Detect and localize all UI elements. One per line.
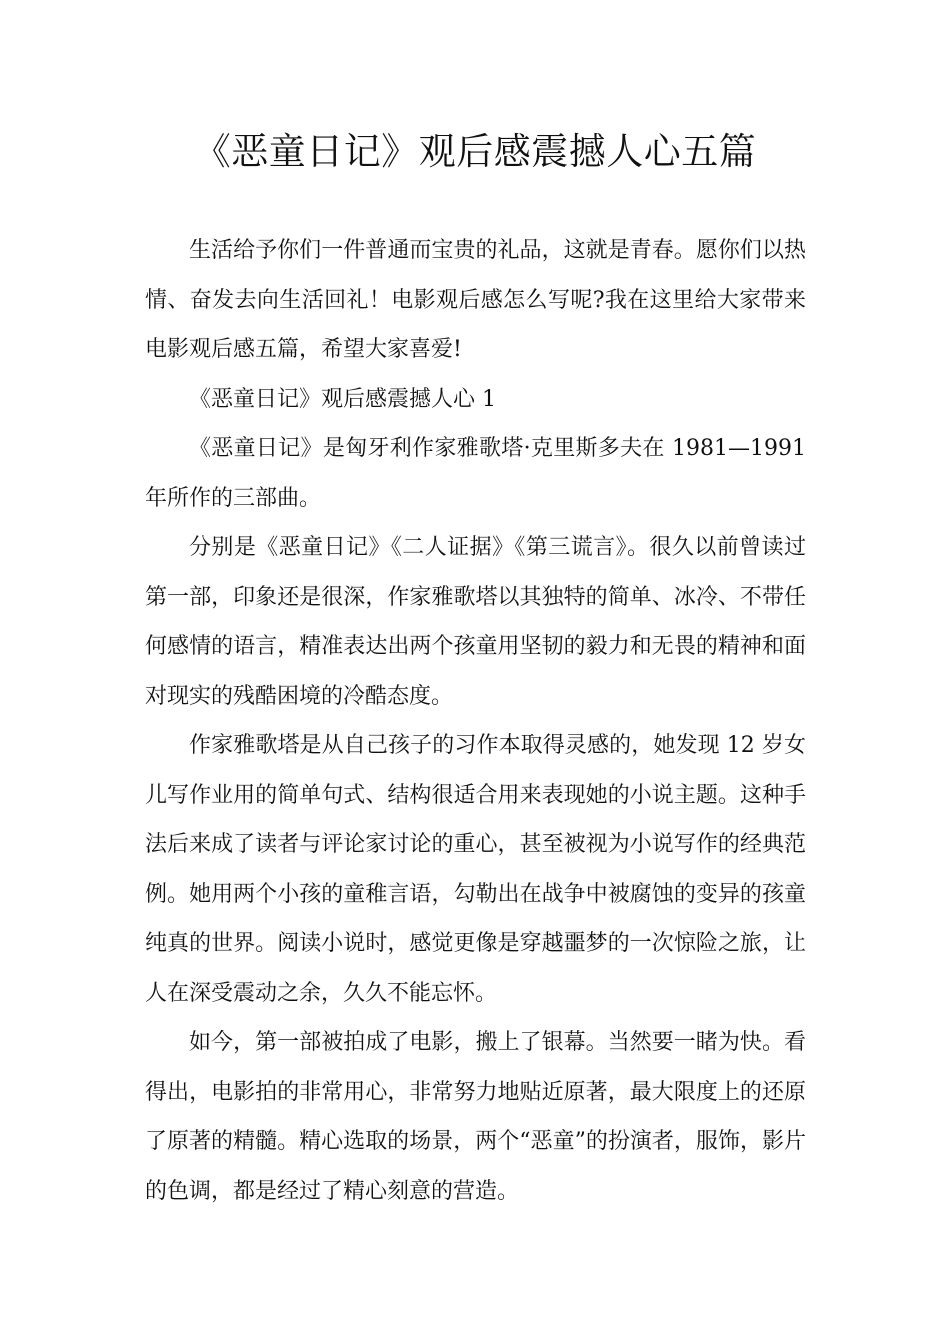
document-body [145, 226, 806, 1216]
intro-paragraph: 生活给予你们一件普通而宝贵的礼品，这就是青春。愿你们以热情、奋发去向生活回礼！电影观后感怎么写呢?我在这里给大家带来电影观后感五篇，希望大家喜爱! [145, 238, 806, 362]
document-title: 《恶童日记》观后感震撼人心五篇 [193, 130, 757, 173]
body-paragraph: 如今，第一部被拍成了电影，搬上了银幕。当然要一睹为快。看得出，电影拍的非常用心，非常努力地贴近原著，最大限度上的还原了原著的精髓。精心选取的场景，两个“恶童”的扮演者，服饰，影片的色调，都是经过了精心刻意的营造。 [145, 1030, 806, 1204]
body-paragraph: 《恶童日记》是匈牙利作家雅歌塔·克里斯多夫在 1981—1991 年所作的三部曲。 [145, 436, 806, 511]
body-paragraph: 作家雅歌塔是从自己孩子的习作本取得灵感的，她发现 12 岁女儿写作业用的简单句式、结构很适合用来表现她的小说主题。这种手法后来成了读者与评论家讨论的重心，甚至被视为小说写作的经典范例。她用两个小孩的童稚言语，勾勒出在战争中被腐蚀的变异的孩童纯真的世界。阅读小说时，感觉更像是穿越噩梦的一次惊险之旅，让人在深受震动之余，久久不能忘怀。 [145, 733, 806, 1006]
section-heading: 《恶童日记》观后感震撼人心 1 [189, 386, 496, 412]
body-paragraph: 分别是《恶童日记》《二人证据》《第三谎言》。很久以前曾读过第一部，印象还是很深，作家雅歌塔以其独特的简单、冰冷、不带任何感情的语言，精准表达出两个孩童用坚韧的毅力和无畏的精神和面对现实的残酷困境的冷酷态度。 [145, 535, 806, 709]
